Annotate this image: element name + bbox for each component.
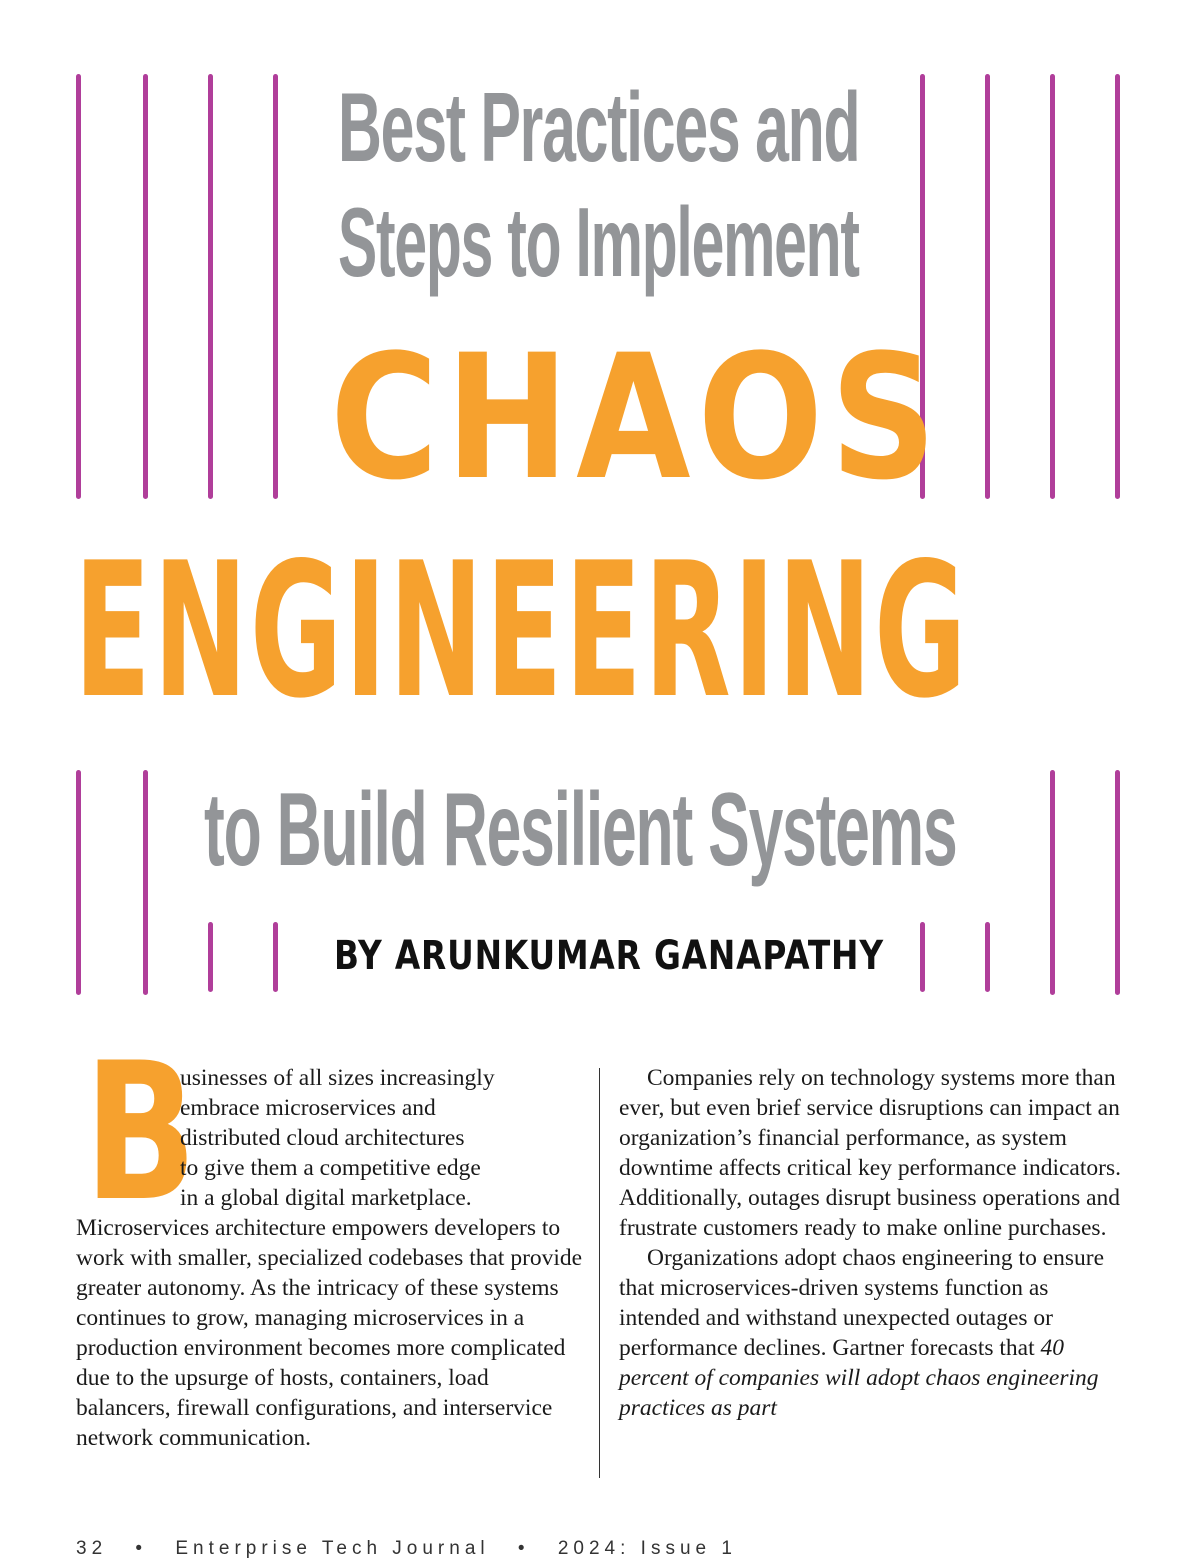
title-engineering: ENGINEERING: [74, 522, 969, 739]
text-line: embrace microservices and: [180, 1095, 436, 1121]
decor-bar: [985, 74, 990, 499]
decor-bar: [208, 74, 213, 499]
title-chaos: CHAOS: [330, 317, 944, 518]
decor-bar: [273, 922, 278, 992]
decor-bar: [1050, 74, 1055, 499]
text-line: distributed cloud architectures: [180, 1125, 465, 1151]
decor-bar: [143, 770, 148, 995]
title-line-1: Best Practices and: [338, 72, 860, 182]
decor-bar: [1115, 74, 1120, 499]
issue-label: 2024: Issue 1: [557, 1538, 737, 1559]
decor-bar: [208, 922, 213, 992]
column-divider: [599, 1068, 600, 1478]
byline: BY ARUNKUMAR GANAPATHY: [334, 933, 884, 979]
page-number: 32: [76, 1538, 108, 1559]
page-footer: [76, 1538, 737, 1560]
article-column-2: [619, 1063, 1129, 1423]
decor-bar: [1050, 770, 1055, 995]
decor-bar: [985, 922, 990, 992]
text-line: to give them a competitive edge: [180, 1155, 481, 1181]
decor-bar: [920, 922, 925, 992]
publication-name: Enterprise Tech Journal: [175, 1538, 490, 1559]
text-line: usinesses of all sizes increasingly: [180, 1065, 495, 1091]
paragraph: Companies rely on technology systems more than ever, but even brief service disruptions can impact an organization’s financial performance, as system downtime affects critical key performance indicators. Additionally, outages disrupt business operations and frustrate customers ready to make online purchases.: [619, 1065, 1121, 1241]
title-line-3: to Build Resilient Systems: [204, 772, 957, 888]
decor-bar: [273, 74, 278, 499]
decor-bar: [1115, 770, 1120, 995]
text-line: in a global digital marketplace.: [180, 1185, 472, 1211]
footer-separator: •: [135, 1538, 148, 1559]
decor-bar: [143, 74, 148, 499]
article-column-1: [76, 1063, 586, 1453]
paragraph-text: Organizations adopt chaos engineering to ensure that microservices-driven systems function as intended and withstand unexpected outages or performance declines. Gartner forecasts that: [619, 1245, 1105, 1361]
drop-cap: B: [84, 1022, 197, 1243]
dropcap-wrapped-lines: [180, 1063, 586, 1213]
title-line-2: Steps to Implement: [338, 187, 859, 297]
decor-bar: [76, 770, 81, 995]
paragraph: [619, 1243, 1129, 1423]
paragraph: Microservices architecture empowers developers to work with smaller, specialized codebases that provide greater autonomy. As the intricacy of these systems continues to grow, managing microservices in a production environment becomes more complicated due to the upsurge of hosts, containers, load balancers, firewall configurations, and interservice network communication.: [76, 1215, 583, 1451]
decor-bar: [76, 74, 81, 499]
italic-quote: 40 percent of companies will adopt chaos engineering practices as part: [619, 1335, 1099, 1421]
footer-separator: •: [517, 1538, 530, 1559]
